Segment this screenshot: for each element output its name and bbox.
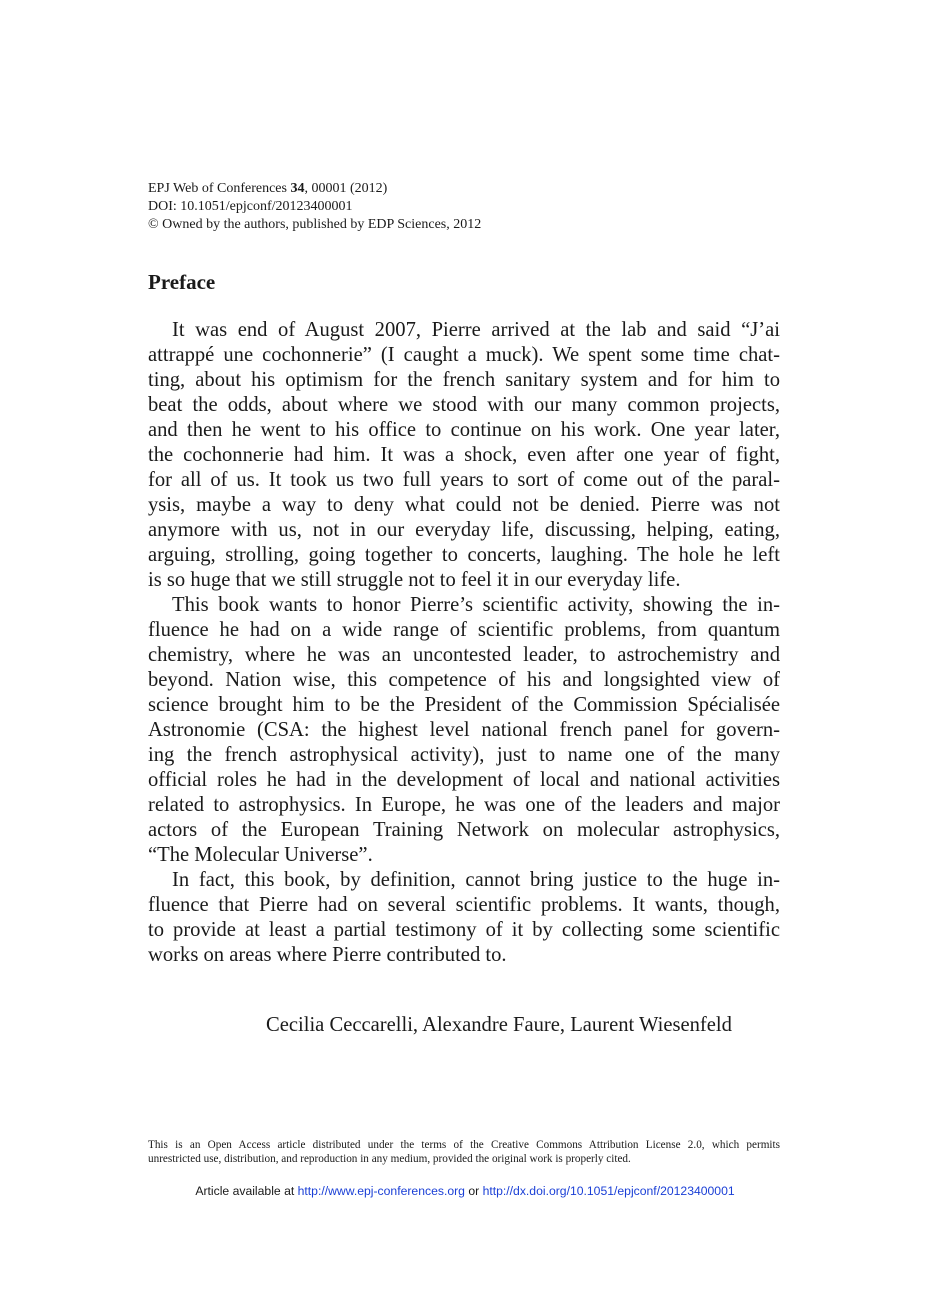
availability-prefix: Article available at <box>195 1184 298 1198</box>
text-line: “The Molecular Universe”. <box>148 844 373 866</box>
text-line: and then he went to his office to continue on his work. One year later, <box>148 419 780 441</box>
author-signature: Cecilia Ceccarelli, Alexandre Faure, Laurent Wiesenfeld <box>266 1014 732 1036</box>
page-title: Preface <box>148 270 216 294</box>
doi-line: DOI: 10.1051/epjconf/20123400001 <box>148 199 353 214</box>
text-line: related to astrophysics. In Europe, he was one of the leaders and major <box>148 794 780 816</box>
text-line: It was end of August 2007, Pierre arrived at the lab and said “J’ai <box>172 319 780 341</box>
text-line: In fact, this book, by definition, cannot bring justice to the huge in- <box>172 869 780 891</box>
citation-line <box>148 180 481 198</box>
text-line: for all of us. It took us two full years to sort of come out of the paral- <box>148 469 780 491</box>
text-line: Astronomie (CSA: the highest level national french panel for govern- <box>148 719 780 741</box>
text-line: arguing, strolling, going together to concerts, laughing. The hole he left <box>148 544 780 566</box>
text-line: is so huge that we still struggle not to feel it in our everyday life. <box>148 569 681 591</box>
text-line: to provide at least a partial testimony of it by collecting some scientific <box>148 919 780 941</box>
paragraph-1 <box>148 318 780 593</box>
availability-separator: or <box>464 1184 483 1198</box>
text-line: anymore with us, not in our everyday life, discussing, helping, eating, <box>148 519 780 541</box>
text-line: beyond. Nation wise, this competence of his and longsighted view of <box>148 669 780 691</box>
text-line: official roles he had in the development of local and national activities <box>148 769 780 791</box>
article-info: , 00001 (2012) <box>304 181 388 196</box>
journal-name: EPJ Web of Conferences <box>148 181 291 196</box>
paragraph-3 <box>148 868 780 968</box>
text-line: This book wants to honor Pierre’s scientific activity, showing the in- <box>172 594 780 616</box>
license-notice <box>148 1138 780 1166</box>
text-line: actors of the European Training Network on molecular astrophysics, <box>148 819 780 841</box>
text-line: science brought him to be the President of the Commission Spécialisée <box>148 694 780 716</box>
license-line: This is an Open Access article distributed under the terms of the Creative Commons Attribution License 2.0, which permits <box>148 1139 780 1151</box>
text-line: ing the french astrophysical activity), just to name one of the many <box>148 744 780 766</box>
text-line: ysis, maybe a way to deny what could not be denied. Pierre was not <box>148 494 780 516</box>
text-line: fluence that Pierre had on several scientific problems. It wants, though, <box>148 894 780 916</box>
copyright-line: © Owned by the authors, published by EDP Sciences, 2012 <box>148 217 482 232</box>
text-line: works on areas where Pierre contributed to. <box>148 944 507 966</box>
text-line: attrappé une cochonnerie” (I caught a muck). We spent some time chat- <box>148 344 780 366</box>
preface-body <box>148 318 780 968</box>
text-line: ting, about his optimism for the french sanitary system and for him to <box>148 369 780 391</box>
epj-conferences-link[interactable]: http://www.epj-conferences.org <box>297 1184 465 1198</box>
journal-header <box>148 180 481 234</box>
text-line: beat the odds, about where we stood with our many common projects, <box>148 394 780 416</box>
doi-link[interactable]: http://dx.doi.org/10.1051/epjconf/20123400001 <box>482 1184 735 1198</box>
text-line: the cochonnerie had him. It was a shock, even after one year of fight, <box>148 444 780 466</box>
text-line: fluence he had on a wide range of scientific problems, from quantum <box>148 619 780 641</box>
text-line: chemistry, where he was an uncontested leader, to astrochemistry and <box>148 644 780 666</box>
license-line: unrestricted use, distribution, and reproduction in any medium, provided the original work is properly cited. <box>148 1153 631 1165</box>
volume-number: 34 <box>290 181 305 196</box>
paragraph-2 <box>148 593 780 868</box>
article-availability <box>0 1184 930 1199</box>
